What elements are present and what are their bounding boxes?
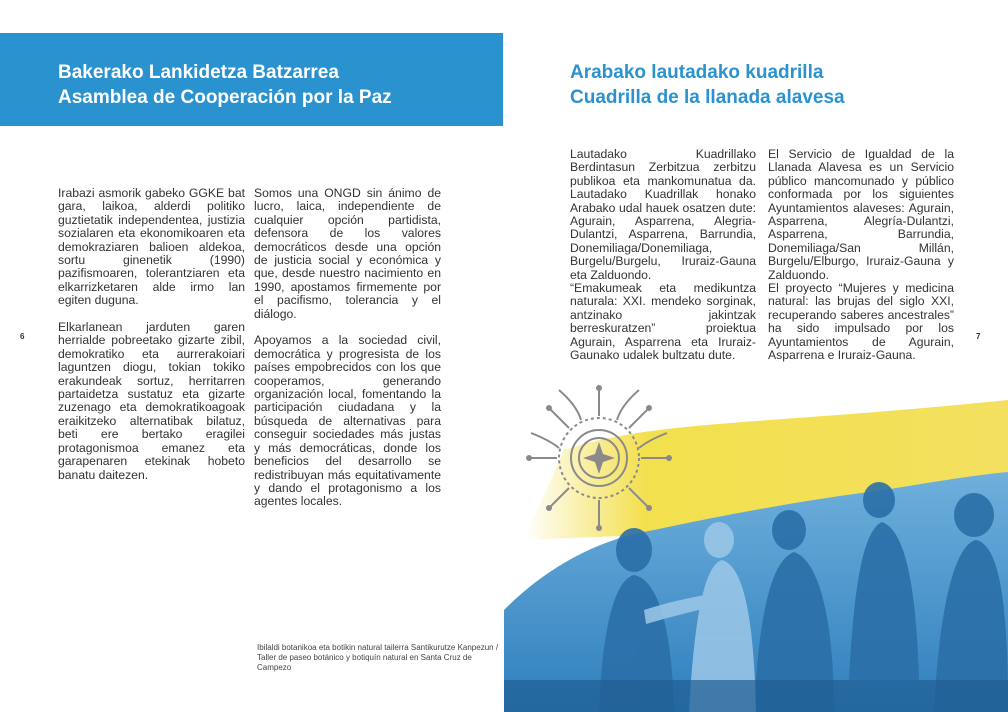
paragraph: “Emakumeak eta medikuntza naturala: XXI. mendeko sorginak, antzinako jakintzak berreskuratzen” proiektua Agurain, Asparrena eta Iruraiz-Gaunako udalek bultzatu dute.: [570, 281, 756, 363]
sun-emblem-icon: [519, 378, 679, 538]
right-column-spanish: [768, 148, 954, 363]
page-number: 6: [20, 332, 25, 341]
paragraph: Somos una ONGD sin ánimo de lucro, laica, independiente de cualquier opción partidista, defensora de los valores democráticos desde una opción de justicia social y económica y que, desde nuestro nacimiento en 1990, apostamos firmemente por el pacifismo, tolerancia y el diálogo.: [254, 186, 441, 321]
left-title-line1: Bakerako Lankidetza Batzarrea: [58, 62, 339, 83]
right-page: [504, 0, 1008, 712]
paragraph: Lautadako Kuadrillako Berdintasun Zerbitzua zerbitzu publikoa eta mankomunatua da. Lautadako Kuadrillak honako Arabako udal hauek osatzen dute: Agurain, Asparrena, Alegria-Dulantzi, Asparrena, Barrundia, Donemiliaga/Donemiliaga, Burgelu/Burgelu, Iruraiz-Gauna eta Zalduondo.: [570, 147, 756, 282]
right-column-basque: [570, 148, 756, 363]
left-column-spanish: [254, 187, 441, 509]
paragraph: El proyecto “Mujeres y medicina natural: las brujas del siglo XXI, recuperando saberes ancestrales” ha sido impulsado por los Ayuntamientos de Agurain, Asparrena e Iruraiz-Gauna.: [768, 281, 954, 363]
page-number: 7: [976, 332, 981, 341]
left-page-title: [58, 60, 392, 110]
photo-caption: Ibilaldi botanikoa eta botikin natural tailerra Santikurutze Kanpezun / Taller de paseo botánico y botiquín natural en Santa Cruz de Campezo: [257, 643, 499, 672]
left-column-basque: [58, 187, 245, 482]
paragraph: Apoyamos a la sociedad civil, democrática y progresista de los países empobrecidos con los que cooperamos, generando organización local, fomentando la participación ciudadana y la búsqueda de alternativas para conseguir sociedades más justas y más democráticas, donde los beneficios del desarrollo se redistribuyan más equitativamente y dando el protagonismo a los agentes locales.: [254, 333, 441, 509]
right-title-line1: Arabako lautadako kuadrilla: [570, 62, 824, 83]
paragraph: El Servicio de Igualdad de la Llanada Alavesa es un Servicio público mancomunado y público conformada por los siguientes Ayuntamientos alaveses: Agurain, Asparrena, Alegría-Dulantzi, Asparrena, Barrundia, Donemiliaga/San Millán, Burgelu/Elburgo, Iruraiz-Gauna y Zalduondo.: [768, 147, 954, 282]
right-page-title: [570, 60, 845, 110]
paragraph: Elkarlanean jarduten garen herrialde pobreetako gizarte zibil, demokratiko eta aurrerakoiari laguntzen diogu, tokian tokiko erakundeak sortuz, herritarren partaidetza sustatuz eta gizarte zuzenago eta demokratikoagoak eraikitzeko alternatibak bilatuz, beti ere bertako eragilei protagonismoa emanez eta garapenaren etekinak hobeto banatu daitezen.: [58, 320, 245, 482]
right-title-line2: Cuadrilla de la llanada alavesa: [570, 87, 845, 108]
left-title-line2: Asamblea de Cooperación por la Paz: [58, 87, 392, 108]
paragraph: Irabazi asmorik gabeko GGKE bat gara, laikoa, alderdi politiko guztietatik independentea, justizia sozialaren eta ekonomikoaren eta demokraziaren balioen aldekoa, sortu ginenetik (1990) pazifismoaren, tolerantziaren eta elkarrizketaren alde irmo lan egiten duguna.: [58, 186, 245, 308]
